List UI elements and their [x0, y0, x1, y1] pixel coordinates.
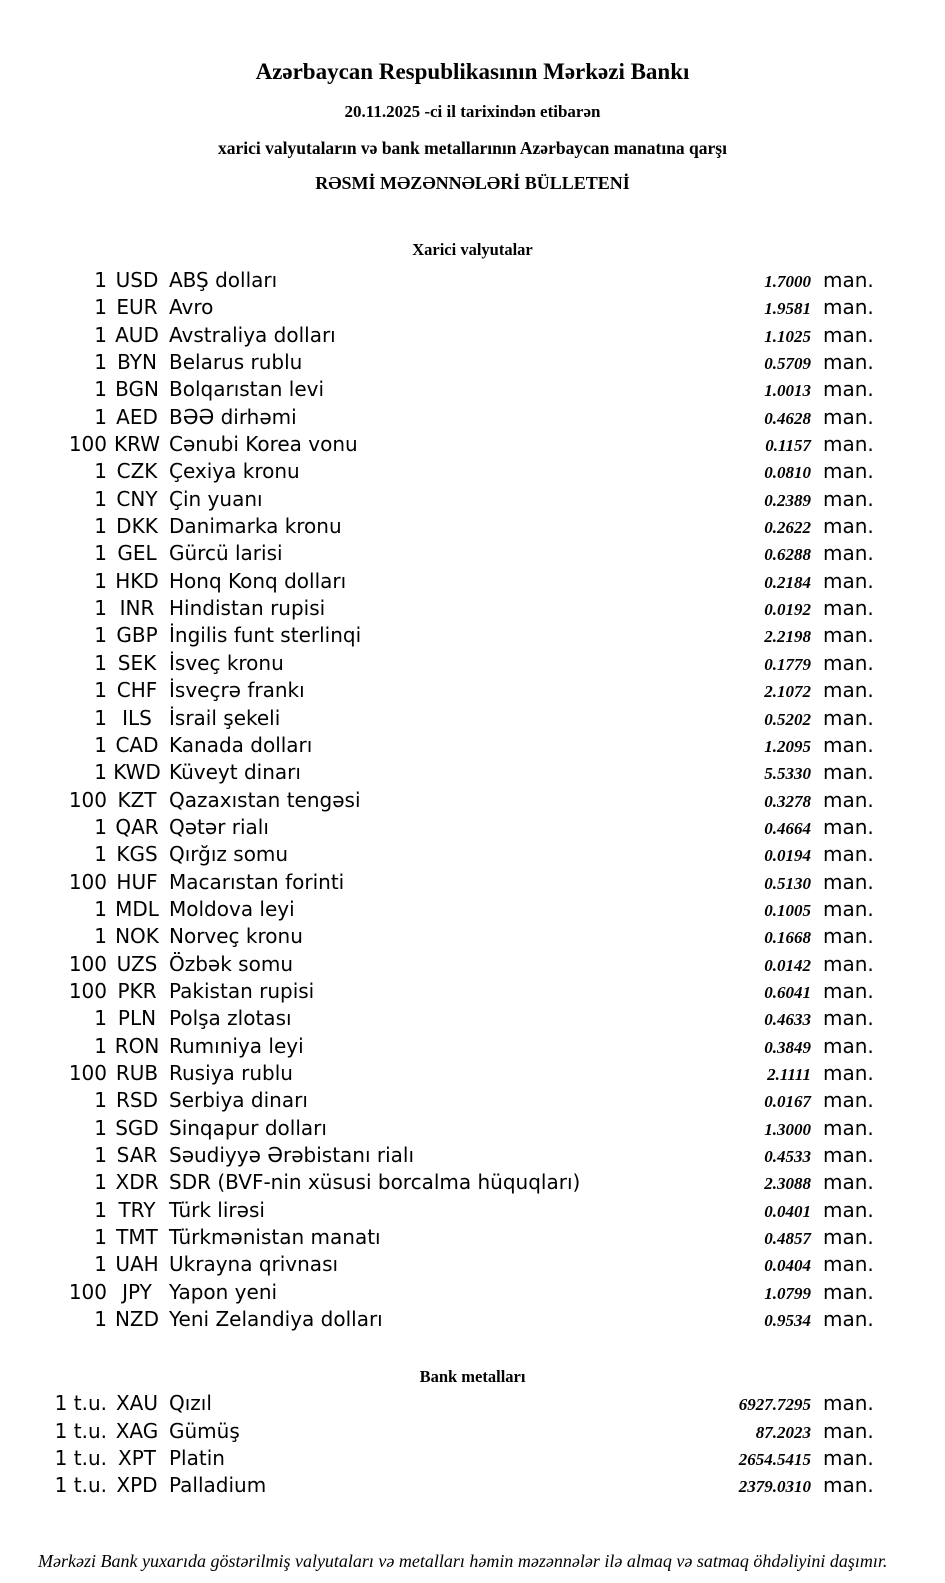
currency-quantity: 1: [94, 377, 107, 402]
currency-quantity: 1: [94, 1143, 107, 1167]
unit-label: man.: [823, 951, 874, 976]
unit-label: man.: [823, 1391, 874, 1416]
currency-quantity: 1: [94, 268, 107, 292]
unit-label: man.: [823, 322, 874, 347]
currency-name: Kanada dolları: [169, 732, 313, 757]
currency-code: RSD: [116, 1088, 158, 1113]
currency-name: ABŞ dolları: [169, 268, 278, 292]
currency-row: [50, 349, 878, 376]
currency-code: CZK: [116, 459, 158, 484]
metal-code: XAU: [115, 1391, 159, 1416]
currency-code: PKR: [117, 978, 157, 1003]
unit-label: man.: [823, 814, 874, 839]
currency-code: TRY: [118, 1197, 156, 1222]
currency-quantity: 1: [94, 896, 107, 921]
unit-label: man.: [823, 1252, 874, 1277]
metal-row: [50, 1472, 878, 1499]
exchange-rate: 0.0194: [764, 846, 811, 866]
currency-name: Qırğız somu: [169, 842, 289, 867]
currency-name: Danimarka kronu: [169, 514, 342, 539]
unit-label: man.: [823, 350, 874, 375]
unit-label: man.: [823, 404, 874, 429]
currency-quantity: 1: [94, 1170, 107, 1195]
exchange-rate: 0.0404: [764, 1256, 811, 1276]
exchange-rate: 1.7000: [764, 272, 811, 291]
currency-code: UAH: [115, 1252, 159, 1277]
exchange-rate: 1.0799: [764, 1283, 811, 1303]
exchange-rate: 0.0192: [764, 600, 811, 620]
exchange-rate: 2.2198: [764, 627, 811, 647]
metal-name: Gümüş: [169, 1418, 240, 1443]
currency-row: [50, 404, 878, 431]
currency-name: Avro: [169, 295, 214, 320]
exchange-rate: 0.6288: [764, 545, 811, 565]
currency-code: QAR: [115, 814, 159, 839]
currency-quantity: 1: [94, 1115, 107, 1140]
currency-quantity: 1: [94, 322, 107, 347]
currency-code: INR: [119, 596, 155, 621]
currency-row: [50, 869, 878, 896]
currency-quantity: 1: [94, 568, 107, 593]
exchange-rate: 0.4857: [764, 1229, 811, 1249]
exchange-rate: 1.3000: [764, 1119, 811, 1139]
currency-quantity: 1: [94, 1006, 107, 1031]
currency-name: Səudiyyə Ərəbistanı rialı: [169, 1143, 415, 1167]
exchange-rate: 0.5130: [764, 873, 811, 893]
metal-code: XAG: [115, 1418, 159, 1443]
unit-label: man.: [823, 596, 874, 621]
currency-quantity: 100: [68, 951, 107, 976]
currency-code: PLN: [117, 1006, 157, 1031]
currency-quantity: 100: [68, 1279, 107, 1304]
bank-name: Azərbaycan Respublikasının Mərkəzi Bankı: [255, 59, 690, 84]
currency-quantity: 1: [94, 1252, 107, 1277]
currency-quantity: 1: [94, 1225, 107, 1250]
currency-row: [50, 376, 878, 403]
currency-row: [50, 978, 878, 1005]
currency-name: Yeni Zelandiya dolları: [169, 1307, 383, 1332]
exchange-rate: 0.1779: [764, 654, 811, 674]
unit-label: man.: [823, 623, 874, 648]
currency-name: BƏƏ dirhəmi: [169, 404, 297, 429]
currency-row: [50, 431, 878, 458]
currency-quantity: 1: [94, 1033, 107, 1058]
currency-code: CNY: [116, 486, 158, 511]
unit-label: man.: [823, 432, 874, 457]
currency-quantity: 1: [94, 514, 107, 539]
currencies-table: [0, 267, 945, 1333]
metal-rate: 2654.5415: [738, 1450, 811, 1470]
currency-quantity: 1: [94, 1197, 107, 1222]
exchange-rate: 0.0167: [764, 1092, 811, 1112]
bulletin-title: RƏSMİ MƏZƏNNƏLƏRİ BÜLLETENİ: [315, 173, 630, 193]
exchange-rate: 2.1111: [767, 1064, 811, 1084]
currency-name: Rumıniya leyi: [169, 1033, 304, 1058]
currency-name: Türk lirəsi: [169, 1197, 265, 1222]
unit-label: man.: [823, 732, 874, 757]
exchange-rate: 0.3278: [764, 791, 811, 811]
currency-code: CHF: [116, 678, 158, 703]
currency-name: Sinqapur dolları: [169, 1115, 327, 1140]
currency-quantity: 1: [94, 650, 107, 675]
currency-code: KRW: [114, 432, 160, 457]
currency-row: [50, 322, 878, 349]
currency-quantity: 100: [68, 869, 107, 894]
currency-name: Macarıstan forinti: [169, 869, 345, 894]
unit-label: man.: [823, 978, 874, 1003]
currency-quantity: 100: [68, 1060, 107, 1085]
currency-row: [50, 1115, 878, 1142]
effective-date-line: 20.11.2025 -ci il tarixindən etibarən: [344, 102, 601, 121]
metal-name: Qızıl: [169, 1391, 212, 1416]
currency-code: UZS: [116, 951, 158, 976]
unit-label: man.: [823, 295, 874, 320]
currency-row: [50, 896, 878, 923]
currency-row: [50, 1279, 878, 1306]
currency-code: AED: [116, 404, 158, 429]
exchange-rate: 1.2095: [764, 736, 811, 756]
currency-row: [50, 1033, 878, 1060]
currency-name: Polşa zlotası: [169, 1006, 292, 1031]
currency-quantity: 1: [94, 459, 107, 484]
unit-label: man.: [823, 787, 874, 812]
metal-code: XPT: [118, 1446, 156, 1471]
currency-row: [50, 787, 878, 814]
currency-row: [50, 595, 878, 622]
currency-name: Pakistan rupisi: [169, 978, 315, 1003]
unit-label: man.: [823, 268, 874, 292]
currency-code: SEK: [117, 650, 157, 675]
currency-name: Moldova leyi: [169, 896, 295, 921]
exchange-rate: 0.2622: [764, 518, 811, 538]
currency-row: [50, 1060, 878, 1087]
currency-name: Küveyt dinarı: [169, 760, 301, 785]
unit-label: man.: [823, 1307, 874, 1332]
currency-code: RON: [114, 1033, 160, 1058]
metals-section-title: Bank metalları: [419, 1367, 526, 1387]
unit-label: man.: [823, 1197, 874, 1222]
currency-code: TMT: [116, 1225, 158, 1250]
currency-name: Honq Konq dolları: [169, 568, 347, 593]
unit-label: man.: [823, 760, 874, 785]
exchange-rate: 5.5330: [764, 764, 811, 784]
currency-code: NOK: [115, 924, 159, 949]
currency-quantity: 100: [68, 787, 107, 812]
exchange-rate: 1.0013: [764, 381, 811, 401]
exchange-rate: 0.3849: [764, 1037, 811, 1057]
currency-code: MDL: [115, 896, 159, 921]
unit-label: man.: [823, 1033, 874, 1058]
unit-label: man.: [823, 842, 874, 867]
metal-quantity: 1 t.u.: [54, 1473, 107, 1498]
unit-label: man.: [823, 1170, 874, 1195]
currency-name: Avstraliya dolları: [169, 322, 336, 347]
currency-row: [50, 814, 878, 841]
currency-code: KZT: [117, 787, 157, 812]
currency-quantity: 1: [94, 705, 107, 730]
currency-code: NZD: [114, 1307, 160, 1332]
currency-code: BGN: [115, 377, 159, 402]
currency-name: Çexiya kronu: [169, 459, 300, 484]
currency-quantity: 1: [94, 541, 107, 566]
currency-code: GEL: [117, 541, 157, 566]
currency-name: Qətər rialı: [169, 814, 269, 839]
currency-code: AUD: [115, 322, 159, 347]
unit-label: man.: [823, 1115, 874, 1140]
currency-name: Çin yuanı: [169, 486, 263, 511]
currency-name: Ukrayna qrivnası: [169, 1252, 339, 1277]
unit-label: man.: [823, 459, 874, 484]
currency-row: [50, 486, 878, 513]
currency-row: [50, 951, 878, 978]
metal-rate: 87.2023: [755, 1422, 811, 1442]
exchange-rate: 0.0810: [764, 463, 811, 483]
metal-quantity: 1 t.u.: [54, 1418, 107, 1443]
unit-label: man.: [823, 486, 874, 511]
unit-label: man.: [823, 869, 874, 894]
unit-label: man.: [823, 1446, 874, 1471]
exchange-rate: 2.3088: [764, 1174, 811, 1194]
currency-code: CAD: [115, 732, 159, 757]
metal-row: [50, 1445, 878, 1472]
unit-label: man.: [823, 1279, 874, 1304]
currency-row: [50, 732, 878, 759]
unit-label: man.: [823, 568, 874, 593]
currency-row: [50, 759, 878, 786]
scope-line: xarici valyutaların və bank metallarının Azərbaycan manatına qarşı: [218, 138, 727, 158]
currency-row: [50, 841, 878, 868]
currency-quantity: 100: [68, 978, 107, 1003]
unit-label: man.: [823, 1225, 874, 1250]
currency-name: Yapon yeni: [169, 1279, 278, 1304]
currency-name: Özbək somu: [169, 951, 293, 976]
metal-quantity: 1 t.u.: [54, 1391, 107, 1416]
unit-label: man.: [823, 896, 874, 921]
currency-row: [50, 267, 878, 294]
metal-row: [50, 1418, 878, 1445]
currency-quantity: 1: [94, 486, 107, 511]
currency-name: Gürcü larisi: [169, 541, 283, 566]
currency-row: [50, 1306, 878, 1333]
currency-quantity: 1: [94, 924, 107, 949]
currency-quantity: 1: [94, 623, 107, 648]
currency-code: KWD: [113, 760, 161, 785]
currency-code: BYN: [117, 350, 157, 375]
exchange-rate: 0.1668: [764, 928, 811, 948]
currency-name: İngilis funt sterlinqi: [169, 623, 362, 648]
metal-quantity: 1 t.u.: [54, 1446, 107, 1471]
currency-code: ILS: [122, 705, 152, 730]
currency-code: USD: [115, 268, 159, 292]
unit-label: man.: [823, 514, 874, 539]
currency-name: Qazaxıstan tengəsi: [169, 787, 361, 812]
unit-label: man.: [823, 1006, 874, 1031]
unit-label: man.: [823, 924, 874, 949]
exchange-rate: 0.4664: [764, 818, 811, 838]
currencies-section-title: Xarici valyutalar: [412, 240, 533, 259]
bulletin-header: [0, 0, 945, 194]
currency-code: EUR: [116, 295, 158, 320]
currency-name: Hindistan rupisi: [169, 596, 326, 621]
currency-name: Bolqarıstan levi: [169, 377, 325, 402]
currency-quantity: 1: [94, 1307, 107, 1332]
exchange-rate: 0.2184: [764, 572, 811, 592]
currency-row: [50, 1169, 878, 1196]
currency-row: [50, 1224, 878, 1251]
currency-code: XDR: [115, 1170, 159, 1195]
exchange-rate: 2.1072: [764, 682, 811, 702]
unit-label: man.: [823, 1088, 874, 1113]
currency-name: İsrail şekeli: [169, 705, 281, 730]
currency-quantity: 1: [94, 295, 107, 320]
currency-quantity: 1: [94, 842, 107, 867]
unit-label: man.: [823, 678, 874, 703]
currency-quantity: 1: [94, 1088, 107, 1113]
currency-code: DKK: [116, 514, 158, 539]
currency-row: [50, 1087, 878, 1114]
unit-label: man.: [823, 377, 874, 402]
currency-quantity: 100: [68, 432, 107, 457]
currency-row: [50, 677, 878, 704]
currency-quantity: 1: [94, 732, 107, 757]
currency-row: [50, 650, 878, 677]
currency-row: [50, 540, 878, 567]
unit-label: man.: [823, 1418, 874, 1443]
currency-code: KGS: [116, 842, 158, 867]
currency-code: GBP: [116, 623, 158, 648]
exchange-rate: 1.9581: [764, 299, 811, 319]
currency-row: [50, 1251, 878, 1278]
metal-rate: 2379.0310: [738, 1477, 811, 1497]
exchange-rate: 0.2389: [764, 490, 811, 510]
metal-code: XPD: [116, 1473, 158, 1498]
currency-code: JPY: [122, 1279, 152, 1304]
currency-name: SDR (BVF-nin xüsusi borcalma hüquqları): [169, 1170, 581, 1195]
unit-label: man.: [823, 1060, 874, 1085]
currency-quantity: 1: [94, 596, 107, 621]
currency-name: Rusiya rublu: [169, 1060, 293, 1085]
currency-name: Serbiya dinarı: [169, 1088, 308, 1113]
currency-quantity: 1: [94, 760, 107, 785]
exchange-rate: 0.1005: [764, 900, 811, 920]
currency-name: İsveçrə frankı: [169, 678, 305, 703]
unit-label: man.: [823, 650, 874, 675]
currency-row: [50, 1142, 878, 1169]
currency-row: [50, 705, 878, 732]
currency-quantity: 1: [94, 350, 107, 375]
metal-row: [50, 1390, 878, 1417]
currency-row: [50, 923, 878, 950]
unit-label: man.: [823, 1473, 874, 1498]
currency-code: SGD: [115, 1115, 159, 1140]
currency-code: HUF: [116, 869, 158, 894]
currency-name: Norveç kronu: [169, 924, 303, 949]
exchange-rate: 0.4628: [764, 408, 811, 428]
currency-code: HKD: [115, 568, 159, 593]
unit-label: man.: [823, 541, 874, 566]
currency-quantity: 1: [94, 814, 107, 839]
currency-quantity: 1: [94, 678, 107, 703]
currency-quantity: 1: [94, 404, 107, 429]
exchange-rate: 0.5202: [764, 709, 811, 729]
currency-row: [50, 568, 878, 595]
exchange-rate: 0.5709: [764, 354, 811, 374]
metal-rate: 6927.7295: [738, 1395, 811, 1415]
unit-label: man.: [823, 1143, 874, 1167]
exchange-rate: 0.0401: [764, 1201, 811, 1221]
unit-label: man.: [823, 705, 874, 730]
metal-name: Palladium: [169, 1473, 267, 1498]
exchange-rate: 0.9534: [764, 1311, 811, 1331]
exchange-rate: 0.0142: [764, 955, 811, 975]
disclaimer-text: Mərkəzi Bank yuxarıda göstərilmiş valyutaları və metalları həmin məzənnələr ilə almaq və satmaq öhdəliyini daşımır.: [38, 1550, 888, 1571]
currency-name: İsveç kronu: [169, 650, 284, 675]
exchange-rate: 0.6041: [764, 982, 811, 1002]
metal-name: Platin: [169, 1446, 225, 1471]
metals-table: [0, 1390, 945, 1499]
exchange-rate: 1.1025: [764, 326, 811, 346]
exchange-rate: 0.4533: [764, 1147, 811, 1166]
currency-row: [50, 1197, 878, 1224]
exchange-rate: 0.1157: [765, 436, 811, 456]
currency-row: [50, 513, 878, 540]
currency-row: [50, 294, 878, 321]
currency-row: [50, 1005, 878, 1032]
currency-row: [50, 622, 878, 649]
exchange-rate: 0.4633: [764, 1010, 811, 1030]
currency-name: Belarus rublu: [169, 350, 303, 375]
currency-name: Cənubi Korea vonu: [169, 432, 358, 457]
currency-row: [50, 458, 878, 485]
currency-code: RUB: [115, 1060, 159, 1085]
currency-name: Türkmənistan manatı: [169, 1225, 381, 1250]
currency-code: SAR: [116, 1143, 158, 1167]
